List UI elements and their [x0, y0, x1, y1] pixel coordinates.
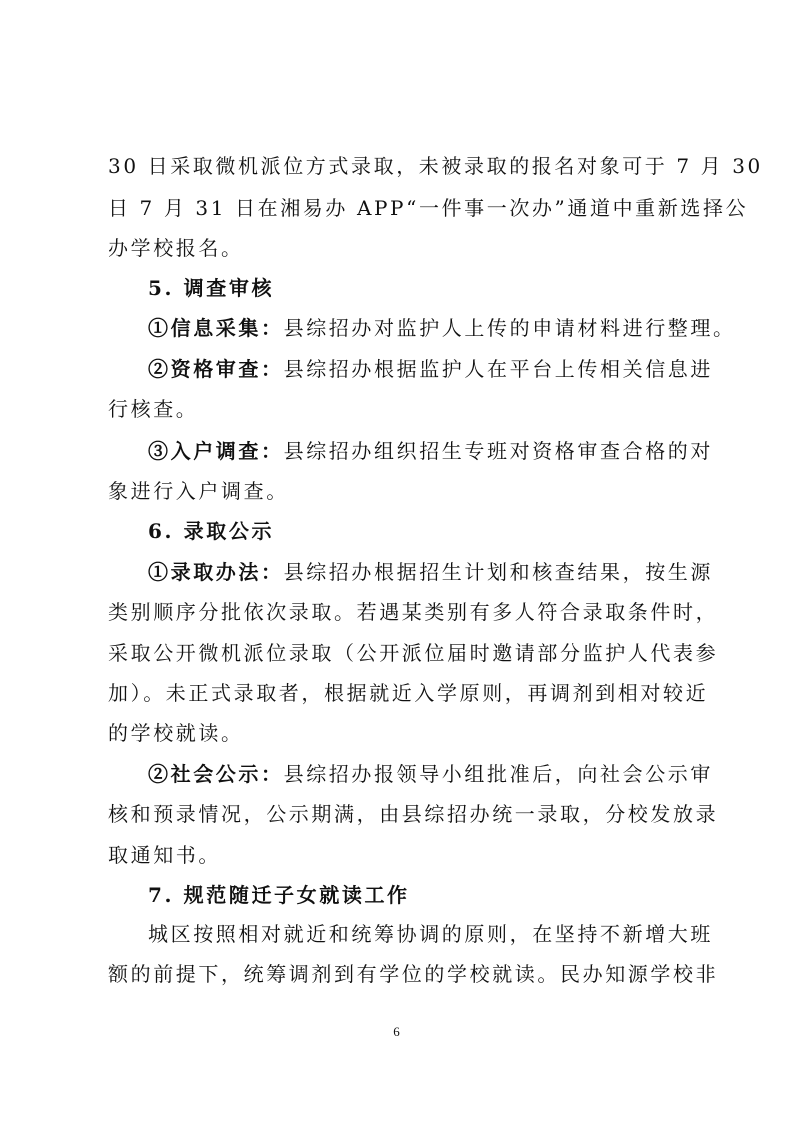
item-text: 县综招办根据招生计划和核查结果，按生源 — [283, 560, 714, 584]
paragraph-line: 的学校就读。 — [108, 721, 244, 745]
paragraph-line: 日 7 月 31 日在湘易办 APP“一件事一次办”通道中重新选择公 — [108, 196, 749, 220]
item-text: 县综招办根据监护人在平台上传相关信息进 — [283, 357, 714, 381]
paragraph-line — [148, 560, 714, 584]
paragraph-line — [148, 316, 736, 340]
paragraph-line — [148, 439, 714, 463]
page-number: 6 — [393, 1024, 400, 1039]
paragraph-line: 取通知书。 — [108, 843, 221, 867]
section-heading: 7. 规范随迁子女就读工作 — [148, 883, 410, 907]
paragraph-line: 采取公开微机派位录取（公开派位届时邀请部分监护人代表参 — [108, 641, 719, 665]
item-text: 县综招办组织招生专班对资格审查合格的对 — [283, 439, 714, 463]
paragraph-line: 城区按照相对就近和统筹协调的原则，在坚持不新增大班 — [148, 922, 713, 946]
paragraph-line: 加）。未正式录取者，根据就近入学原则，再调剂到相对较近 — [108, 681, 709, 705]
paragraph-line: 30 日采取微机派位方式录取，未被录取的报名对象可于 7 月 30 — [108, 154, 763, 178]
item-text: 县综招办报领导小组批准后，向社会公示审 — [283, 762, 714, 786]
item-label: ③入户调查： — [148, 439, 284, 463]
item-label: ②社会公示： — [148, 762, 284, 786]
section-heading: 6. 录取公示 — [148, 519, 275, 543]
paragraph-line: 象进行入户调查。 — [108, 479, 289, 503]
paragraph-line — [148, 762, 714, 786]
paragraph-line: 办学校报名。 — [108, 236, 244, 260]
item-text: 县综招办对监护人上传的申请材料进行整理。 — [283, 316, 736, 340]
paragraph-line: 类别顺序分批依次录取。若遇某类别有多人符合录取条件时， — [108, 600, 719, 624]
item-label: ②资格审查： — [148, 357, 284, 381]
paragraph-line: 核和预录情况，公示期满，由县综招办统一录取，分校发放录 — [108, 802, 719, 826]
item-label: ①录取办法： — [148, 560, 284, 584]
paragraph-line: 额的前提下，统筹调剂到有学位的学校就读。民办知源学校非 — [108, 962, 719, 986]
section-heading: 5. 调查审核 — [148, 276, 275, 300]
paragraph-line — [148, 357, 714, 381]
paragraph-line: 行核查。 — [108, 397, 199, 421]
item-label: ①信息采集： — [148, 316, 284, 340]
